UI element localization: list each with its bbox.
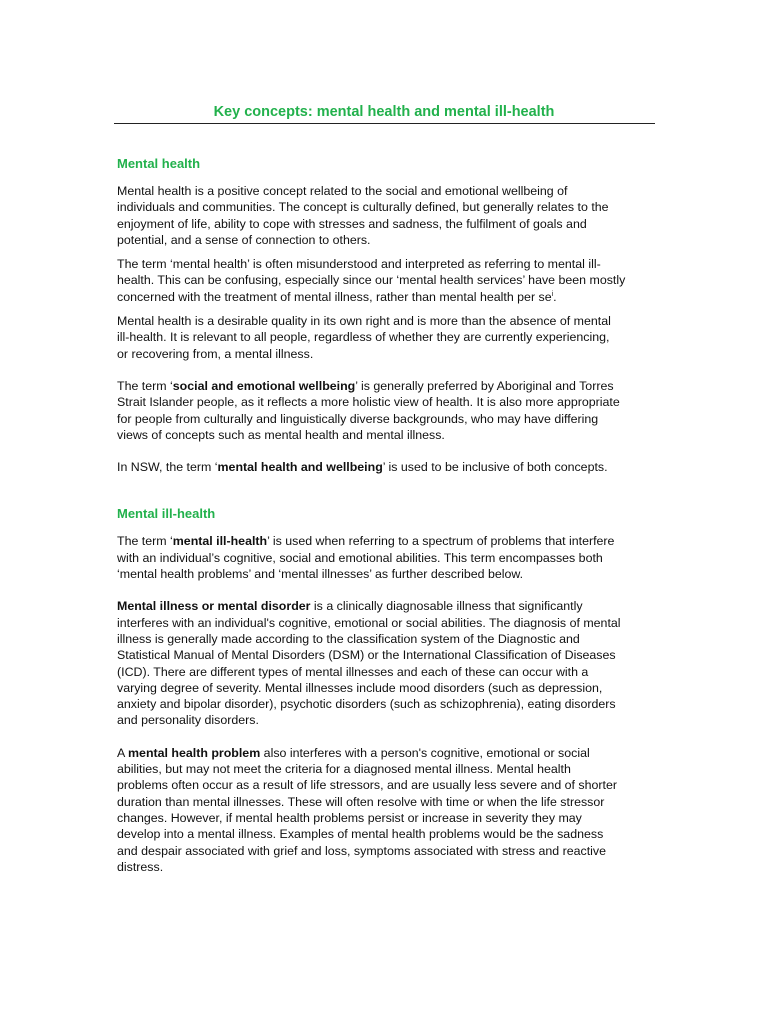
text-segment: concerned with the treatment of mental illness, rather than mental health per se (117, 289, 552, 304)
text-line: changes. However, if mental health problems persist or increase in severity they may (117, 810, 582, 825)
text-line: Mental health is a desirable quality in its own right and is more than the absence of mental (117, 314, 611, 329)
document-body (117, 155, 657, 883)
text-segment: In NSW, the term ‘ (117, 460, 218, 475)
text-line: (ICD). There are different types of mental illnesses and each of these can occur with a (117, 664, 589, 679)
text-line: ‘mental health problems’ and ‘mental illnesses’ as further described below. (117, 567, 524, 582)
text-segment: is a clinically diagnosable illness that significantly (310, 599, 583, 614)
text-line: Mental health is a positive concept related to the social and emotional wellbeing of (117, 184, 568, 198)
text-line: for people from culturally and linguistically diverse backgrounds, who may have differing (117, 411, 599, 426)
text-segment: The term ‘ (117, 534, 173, 549)
text-line: duration than mental illnesses. These will often resolve with time or when the life stressor (117, 794, 605, 809)
text-line: develop into a mental illness. Examples of mental health problems would be the sadness (117, 827, 604, 842)
text-line (117, 533, 657, 549)
text-line (117, 459, 657, 475)
text-line: enjoyment of life, ability to cope with stresses and sadness, the fulfilment of goals and (117, 216, 587, 231)
text-line: illness is generally made according to the classification system of the Diagnostic and (117, 631, 580, 646)
title-underline (114, 123, 655, 124)
text-line: Strait Islander people, as it reflects a more holistic view of health. It is also more appropriate (117, 395, 620, 410)
text-line: or recovering from, a mental illness. (117, 346, 314, 361)
paragraph (117, 745, 657, 875)
text-line: distress. (117, 859, 164, 874)
text-line: with an individual’s cognitive, social and emotional abilities. This term encompasses both (117, 550, 603, 565)
text-line: abilities, but may not meet the criteria for a diagnosed mental illness. Mental health (117, 762, 571, 777)
text-line: health. This can be confusing, especially since our ‘mental health services’ have been mostly (117, 273, 626, 288)
paragraph (117, 183, 657, 248)
bold-term: Mental illness or mental disorder (117, 599, 311, 614)
text-line: and despair associated with grief and loss, symptoms associated with stress and reactive (117, 843, 606, 858)
text-line: individuals and communities. The concept is culturally defined, but generally relates to the (117, 200, 609, 215)
text-segment: ’ is generally preferred by Aboriginal and Torres (355, 378, 614, 393)
paragraph (117, 256, 657, 305)
paragraph (117, 378, 657, 443)
text-segment: also interferes with a person's cognitive, emotional or social (260, 745, 590, 760)
footnote-reference: i (551, 290, 554, 298)
bold-term: mental ill-health (172, 534, 268, 549)
paragraph (117, 459, 657, 475)
section-heading-mental-ill-health: Mental ill-health (117, 506, 216, 522)
text-line: views of concepts such as mental health and mental illness. (117, 427, 445, 442)
text-line: Statistical Manual of Mental Disorders (DSM) or the International Classification of Diseases (117, 648, 616, 663)
text-line: interferes with an individual's cognitive, emotional or social abilities. The diagnosis of mental (117, 615, 621, 630)
section-heading-mental-health: Mental health (117, 156, 201, 171)
paragraph (117, 313, 657, 362)
text-line: anxiety and bipolar disorder), psychotic disorders (such as schizophrenia), eating disorders (117, 697, 616, 712)
bold-term: social and emotional wellbeing (172, 378, 356, 393)
page-title: Key concepts: mental health and mental ill-health (213, 104, 555, 120)
text-segment: The term ‘ (117, 378, 173, 393)
section-spacer (117, 483, 657, 505)
text-line: The term ‘mental health’ is often misunderstood and interpreted as referring to mental ill- (117, 257, 601, 272)
bold-term: mental health problem (128, 745, 261, 760)
text-segment: . (553, 289, 557, 304)
text-line (117, 378, 657, 394)
bold-term: mental health and wellbeing (217, 460, 383, 475)
text-segment: A (117, 745, 129, 760)
text-line: ill-health. It is relevant to all people, regardless of whether they are currently experiencing, (117, 330, 610, 345)
text-line: potential, and a sense of connection to others. (117, 232, 371, 247)
paragraph (117, 533, 657, 582)
text-line (117, 289, 657, 305)
paragraph (117, 598, 657, 728)
text-line: varying degree of severity. Mental illnesses include mood disorders (such as depression, (117, 680, 603, 695)
text-segment: ’ is used to be inclusive of both concepts. (382, 460, 608, 475)
text-line: and personality disorders. (117, 713, 259, 728)
text-line: problems often occur as a result of life stressors, and are usually less severe and of shorter (117, 778, 617, 793)
text-line (117, 598, 657, 614)
text-segment: ’ is used when referring to a spectrum of problems that interfere (267, 534, 615, 549)
text-line (117, 745, 657, 761)
